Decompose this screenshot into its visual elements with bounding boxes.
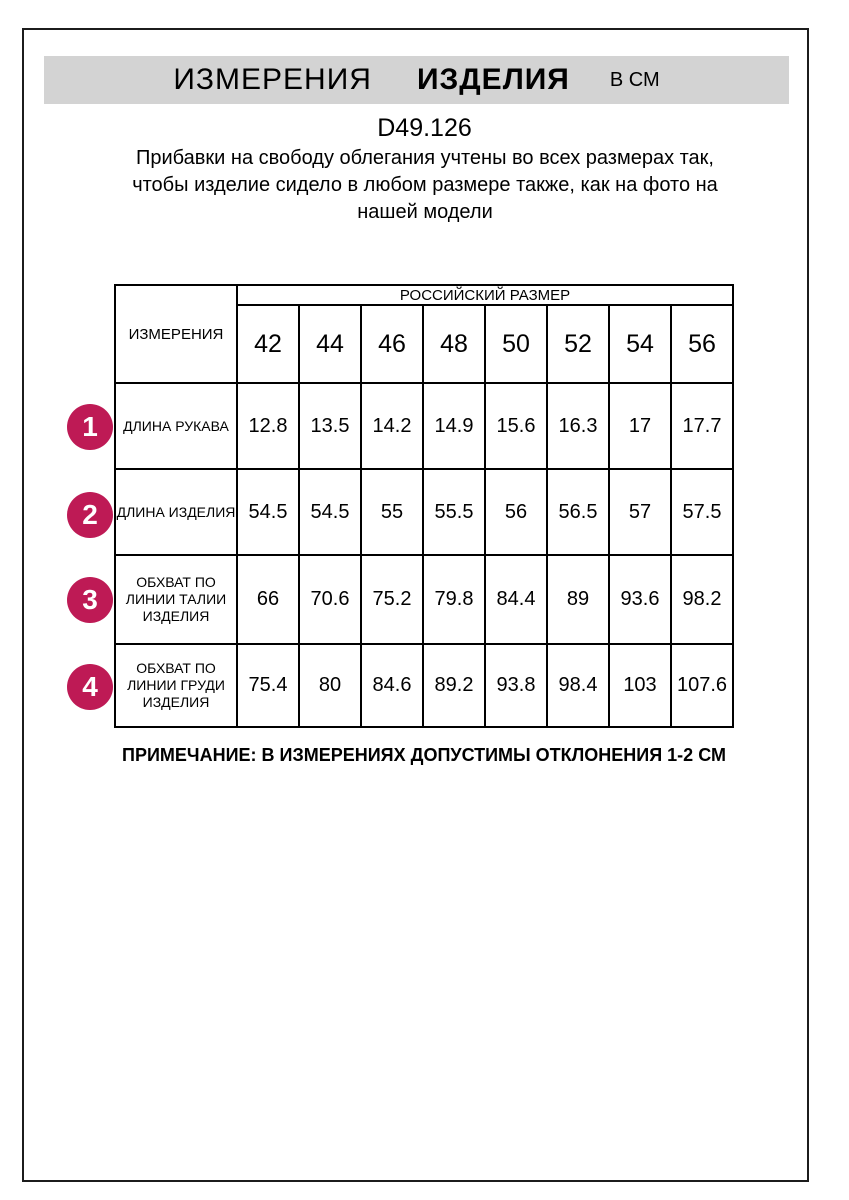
measurement-value-cell: 12.8 (237, 383, 299, 469)
size-cell: 50 (485, 305, 547, 383)
measurement-value-cell: 54.5 (299, 469, 361, 555)
measurements-header-cell: ИЗМЕРЕНИЯ (115, 285, 237, 383)
measurement-value-cell: 14.2 (361, 383, 423, 469)
measurement-value-cell: 84.6 (361, 644, 423, 727)
size-cell: 44 (299, 305, 361, 383)
size-table-container (114, 284, 734, 728)
measurement-label-cell: ОБХВАТ ПО ЛИНИИ ГРУДИ ИЗДЕЛИЯ (115, 644, 237, 727)
measurement-value-cell: 13.5 (299, 383, 361, 469)
size-table (114, 284, 734, 728)
measurement-value-cell: 79.8 (423, 555, 485, 644)
russian-size-header-cell: РОССИЙСКИЙ РАЗМЕР (237, 285, 733, 305)
table-row (115, 555, 733, 644)
title-bar (44, 56, 789, 104)
page-title-measurements: ИЗМЕРЕНИЯ (173, 63, 372, 96)
row-number-badge: 1 (67, 404, 113, 450)
measurement-value-cell: 57 (609, 469, 671, 555)
measurement-value-cell: 98.2 (671, 555, 733, 644)
size-cell: 54 (609, 305, 671, 383)
size-cell: 46 (361, 305, 423, 383)
measurement-value-cell: 66 (237, 555, 299, 644)
measurement-label-cell: ДЛИНА РУКАВА (115, 383, 237, 469)
measurement-value-cell: 80 (299, 644, 361, 727)
measurement-value-cell: 57.5 (671, 469, 733, 555)
measurement-value-cell: 55.5 (423, 469, 485, 555)
size-cell: 52 (547, 305, 609, 383)
page-title-product: ИЗДЕЛИЯ (416, 63, 570, 96)
measurement-value-cell: 98.4 (547, 644, 609, 727)
product-code: D49.126 (377, 114, 472, 142)
measurement-value-cell: 89 (547, 555, 609, 644)
measurement-value-cell: 56 (485, 469, 547, 555)
measurement-value-cell: 17.7 (671, 383, 733, 469)
page-title-unit: В СМ (609, 68, 660, 91)
product-description: Прибавки на свободу облегания учтены во всех размерах так, чтобы изделие сидело в любом размере также, как на фото на нашей модели (132, 147, 718, 223)
table-row (115, 383, 733, 469)
size-cell: 56 (671, 305, 733, 383)
measurement-value-cell: 17 (609, 383, 671, 469)
measurement-label-cell: ОБХВАТ ПО ЛИНИИ ТАЛИИ ИЗДЕЛИЯ (115, 555, 237, 644)
measurement-value-cell: 54.5 (237, 469, 299, 555)
table-row (115, 469, 733, 555)
row-number-badge: 3 (67, 577, 113, 623)
measurement-value-cell: 55 (361, 469, 423, 555)
table-header-row-group (115, 285, 733, 305)
size-cell: 48 (423, 305, 485, 383)
measurement-value-cell: 75.4 (237, 644, 299, 727)
measurement-value-cell: 103 (609, 644, 671, 727)
table-row (115, 644, 733, 727)
measurement-label-cell: ДЛИНА ИЗДЕЛИЯ (115, 469, 237, 555)
row-number-badge: 4 (67, 664, 113, 710)
measurement-value-cell: 14.9 (423, 383, 485, 469)
note-text: ПРИМЕЧАНИЕ: В ИЗМЕРЕНИЯХ ДОПУСТИМЫ ОТКЛОНЕНИЯ 1-2 СМ (122, 745, 726, 765)
measurement-value-cell: 75.2 (361, 555, 423, 644)
measurement-value-cell: 15.6 (485, 383, 547, 469)
measurement-value-cell: 56.5 (547, 469, 609, 555)
measurement-value-cell: 89.2 (423, 644, 485, 727)
measurement-value-cell: 93.8 (485, 644, 547, 727)
measurement-value-cell: 107.6 (671, 644, 733, 727)
row-number-badge: 2 (67, 492, 113, 538)
size-cell: 42 (237, 305, 299, 383)
measurement-value-cell: 84.4 (485, 555, 547, 644)
measurement-value-cell: 70.6 (299, 555, 361, 644)
measurement-value-cell: 16.3 (547, 383, 609, 469)
measurement-value-cell: 93.6 (609, 555, 671, 644)
